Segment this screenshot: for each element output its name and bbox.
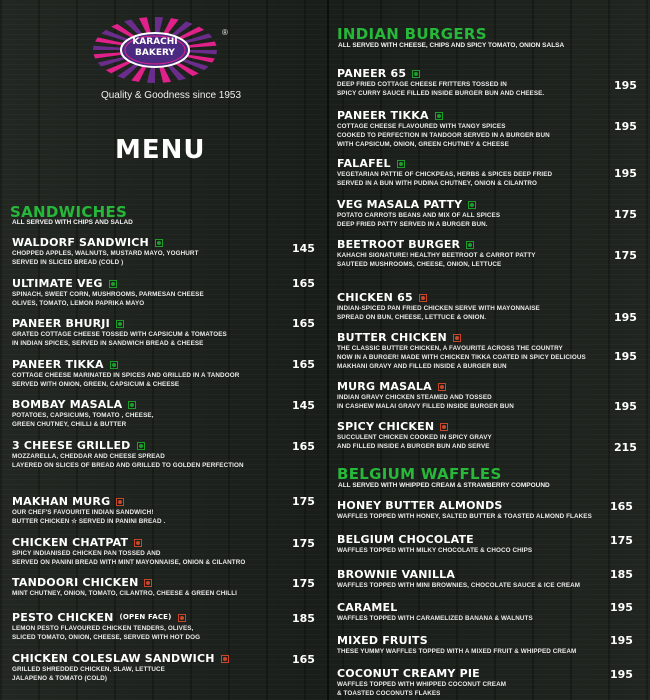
item-description: SERVED ON PANINI BREAD WITH MINT MAYONNAISE, ONION & CILANTRO — [12, 559, 246, 566]
item-name — [337, 109, 550, 122]
item-description: WAFFLES TOPPED WITH MILKY CHOCOLATE & CHOCO CHIPS — [337, 547, 533, 554]
sandwiches-item — [12, 277, 204, 308]
item-title: VEG MASALA PATTY — [337, 198, 463, 211]
item-name — [12, 439, 244, 452]
sandwiches-item — [12, 317, 227, 348]
item-description: CHOPPED APPLES, WALNUTS, MUSTARD MAYO, YOGHURT — [12, 250, 199, 257]
veg-icon — [155, 239, 163, 247]
item-price: 195 — [614, 120, 637, 133]
item-description: SPICY INDIANISED CHICKEN PAN TOSSED AND — [12, 550, 161, 557]
item-name — [337, 198, 500, 211]
logo-text-top: KARACHI — [132, 37, 178, 47]
item-description: IN INDIAN SPICES, SERVED IN SANDWICH BREAD & CHEESE — [12, 340, 204, 347]
item-title: PANEER TIKKA — [337, 109, 429, 122]
item-title: PANEER BHURJI — [12, 317, 110, 330]
sandwiches-item — [12, 536, 245, 567]
item-description: NOW IN A BURGER! MADE WITH CHICKEN TIKKA COATED IN SPICY DELICIOUS — [337, 354, 586, 361]
nonveg-icon — [221, 655, 229, 663]
veg-icon — [109, 280, 117, 288]
sandwiches-item — [12, 652, 229, 683]
sandwiches-item — [12, 236, 199, 267]
sandwiches-item — [12, 439, 244, 470]
logo-text-bottom: BAKERY — [135, 48, 175, 58]
item-price: 175 — [292, 577, 315, 590]
item-price: 195 — [610, 634, 633, 647]
item-description: POTATO CARROTS BEANS AND MIX OF ALL SPICES — [337, 212, 501, 219]
waffles-item — [337, 601, 533, 623]
item-title: MIXED FRUITS — [337, 634, 428, 647]
item-name — [12, 652, 229, 665]
item-description: AND FILLED INSIDE A BURGER BUN AND SERVE — [337, 443, 490, 450]
waffles-item — [337, 667, 506, 698]
burgers-item — [337, 67, 544, 98]
item-title: CARAMEL — [337, 601, 398, 614]
item-name — [337, 380, 514, 393]
item-description: GRILLED SHREDDED CHICKEN, SLAW, LETTUCE — [12, 666, 165, 673]
burgers-item — [337, 380, 514, 411]
item-description: GRATED COTTAGE CHEESE TOSSED WITH CAPSICUM & TOMATOES — [12, 331, 227, 338]
waffles-item — [337, 499, 592, 521]
item-price: 165 — [292, 277, 315, 290]
item-title: CHICKEN CHATPAT — [12, 536, 129, 549]
item-name — [337, 331, 586, 344]
waffles-item — [337, 533, 532, 555]
veg-icon — [468, 201, 476, 209]
item-description: DEEP FRIED PATTY SERVED IN A BURGER BUN. — [337, 221, 488, 228]
nonveg-icon — [440, 423, 448, 431]
item-description: WITH CAPSICUM, ONION, GREEN CHUTNEY & CHEESE — [337, 141, 509, 148]
veg-icon — [110, 361, 118, 369]
sandwiches-item — [12, 398, 154, 429]
item-description: SAUTEED MUSHROOMS, CHEESE, ONION, LETTUCE — [337, 261, 502, 268]
waffles-item — [337, 568, 580, 590]
item-title: BROWNIE VANILLA — [337, 568, 456, 581]
item-description: VEGETARIAN PATTIE OF CHICKPEAS, HERBS & SPICES DEEP FRIED — [337, 171, 553, 178]
item-name — [337, 499, 592, 512]
item-description: WAFFLES TOPPED WITH CARAMELIZED BANANA & WALNUTS — [337, 615, 533, 622]
item-name — [12, 536, 245, 549]
item-description: SERVED WITH ONION, GREEN, CAPSICUM & CHEESE — [12, 381, 180, 388]
item-description: IN CASHEW MALAI GRAVY FILLED INSIDE BURGER BUN — [337, 403, 514, 410]
item-name — [337, 634, 576, 647]
item-name — [337, 157, 552, 170]
veg-icon — [137, 442, 145, 450]
item-note: (OPEN FACE) — [119, 613, 172, 621]
column-divider — [327, 0, 329, 700]
menu-title: MENU — [115, 135, 206, 165]
item-name — [12, 611, 200, 624]
item-price: 195 — [614, 350, 637, 363]
item-price: 185 — [292, 612, 315, 625]
nonveg-icon — [178, 614, 186, 622]
item-description: MAKHANI GRAVY AND FILLED INSIDE A BURGER BUN — [337, 363, 507, 370]
item-price: 165 — [292, 440, 315, 453]
item-name — [12, 398, 154, 411]
item-price: 175 — [614, 249, 637, 262]
item-description: BUTTER CHICKEN ☆ SERVED IN PANINI BREAD . — [12, 518, 166, 525]
item-description: COTTAGE CHEESE MARINATED IN SPICES AND GRILLED IN A TANDOOR — [12, 372, 240, 379]
burgers-item — [337, 420, 492, 451]
item-description: GREEN CHUTNEY, CHILLI & BUTTER — [12, 421, 127, 428]
waffles-title: BELGIUM WAFFLES — [337, 465, 502, 483]
item-title: ULTIMATE VEG — [12, 277, 103, 290]
item-description: DEEP FRIED COTTAGE CHEESE FRITTERS TOSSED IN — [337, 81, 507, 88]
karachi-bakery-logo — [90, 15, 220, 85]
item-name — [337, 420, 492, 433]
veg-icon — [397, 160, 405, 168]
item-description: WAFFLES TOPPED WITH MINI BROWNIES, CHOCOLATE SAUCE & ICE CREAM — [337, 582, 581, 589]
item-title: PANEER TIKKA — [12, 358, 104, 371]
burgers-title: INDIAN BURGERS — [337, 25, 487, 43]
item-name — [12, 277, 204, 290]
item-description: SERVED IN A BUN WITH PUDINA CHUTNEY, ONION & CILANTRO — [337, 180, 538, 187]
nonveg-icon — [144, 579, 152, 587]
item-description: SPICY CURRY SAUCE FILLED INSIDE BURGER BUN AND CHEESE. — [337, 90, 545, 97]
item-title: TANDOORI CHICKEN — [12, 576, 139, 589]
item-name — [12, 495, 165, 508]
waffles-item — [337, 634, 576, 656]
item-title: COCONUT CREAMY PIE — [337, 667, 480, 680]
item-title: CHICKEN 65 — [337, 291, 413, 304]
veg-icon — [128, 401, 136, 409]
item-name — [337, 291, 540, 304]
burgers-item — [337, 198, 500, 229]
item-price: 145 — [292, 242, 315, 255]
item-description: THESE YUMMY WAFFLES TOPPED WITH A MIXED FRUIT & WHIPPED CREAM — [337, 648, 577, 655]
item-price: 175 — [610, 534, 633, 547]
item-description: SPINACH, SWEET CORN, MUSHROOMS, PARMESAN CHEESE — [12, 291, 204, 298]
veg-icon — [466, 241, 474, 249]
item-description: INDIAN-SPICED PAN FRIED CHICKEN SERVE WITH MAYONNAISE — [337, 305, 540, 312]
item-description: OLIVES, TOMATO, LEMON PAPRIKA MAYO — [12, 300, 145, 307]
item-name — [337, 568, 580, 581]
item-description: SPREAD ON BUN, CHEESE, LETTUCE & ONION. — [337, 314, 487, 321]
item-price: 145 — [292, 399, 315, 412]
item-name — [12, 576, 237, 589]
veg-icon — [412, 70, 420, 78]
item-price: 195 — [614, 400, 637, 413]
item-price: 185 — [610, 568, 633, 581]
item-title: BELGIUM CHOCOLATE — [337, 533, 474, 546]
item-description: SERVED IN SLICED BREAD (COLD ) — [12, 259, 124, 266]
item-name — [337, 238, 536, 251]
item-title: 3 CHEESE GRILLED — [12, 439, 131, 452]
burgers-item — [337, 291, 540, 322]
sandwiches-item — [12, 611, 200, 642]
sandwiches-subtitle: ALL SERVED WITH CHIPS AND SALAD — [12, 219, 133, 226]
sandwiches-item — [12, 358, 239, 389]
item-title: PANEER 65 — [337, 67, 407, 80]
veg-icon — [435, 112, 443, 120]
item-price: 215 — [614, 441, 637, 454]
item-title: CHICKEN COLESLAW SANDWICH — [12, 652, 215, 665]
item-price: 195 — [614, 79, 637, 92]
item-description: WAFFLES TOPPED WITH WHIPPED COCONUT CREAM — [337, 681, 507, 688]
item-description: OUR CHEF'S FAVOURITE INDIAN SANDWICH! — [12, 509, 154, 516]
sandwiches-title: SANDWICHES — [10, 203, 128, 221]
item-name — [337, 67, 544, 80]
item-name — [337, 667, 506, 680]
item-price: 195 — [610, 601, 633, 614]
item-title: BOMBAY MASALA — [12, 398, 123, 411]
item-price: 195 — [610, 668, 633, 681]
sandwiches-item — [12, 576, 237, 598]
item-description: LEMON PESTO FLAVOURED CHICKEN TENDERS, OLIVES, — [12, 625, 194, 632]
item-description: MOZZARELLA, CHEDDAR AND CHEESE SPREAD — [12, 453, 165, 460]
item-price: 175 — [292, 495, 315, 508]
item-description: COTTAGE CHEESE FLAVOURED WITH TANGY SPICES — [337, 123, 506, 130]
item-price: 175 — [614, 208, 637, 221]
item-price: 195 — [614, 311, 637, 324]
item-title: BUTTER CHICKEN — [337, 331, 447, 344]
item-title: HONEY BUTTER ALMONDS — [337, 499, 503, 512]
registered-mark: ® — [222, 28, 228, 37]
item-price: 165 — [292, 653, 315, 666]
item-name — [12, 317, 227, 330]
item-description: JALAPENO & TOMATO (COLD) — [12, 675, 108, 682]
item-title: FALAFEL — [337, 157, 391, 170]
item-description: SLICED TOMATO, ONION, CHEESE, SERVED WITH HOT DOG — [12, 634, 201, 641]
waffles-subtitle: ALL SERVED WITH WHIPPED CREAM & STRAWBERRY COMPOUND — [338, 482, 550, 489]
burgers-item — [337, 157, 552, 188]
nonveg-icon — [419, 294, 427, 302]
item-title: WALDORF SANDWICH — [12, 236, 149, 249]
nonveg-icon — [116, 498, 124, 506]
sandwiches-item — [12, 495, 165, 526]
item-price: 165 — [292, 317, 315, 330]
item-description: THE CLASSIC BUTTER CHICKEN, A FAVOURITE ACROSS THE COUNTRY — [337, 345, 563, 352]
veg-icon — [116, 320, 124, 328]
item-description: COOKED TO PERFECTION IN TANDOOR SERVED IN A BURGER BUN — [337, 132, 550, 139]
nonveg-icon — [453, 334, 461, 342]
item-name — [337, 533, 532, 546]
item-title: PESTO CHICKEN — [12, 611, 114, 624]
item-description: MINT CHUTNEY, ONION, TOMATO, CILANTRO, CHEESE & GREEN CHILLI — [12, 590, 237, 597]
item-description: INDIAN GRAVY CHICKEN STEAMED AND TOSSED — [337, 394, 492, 401]
item-description: LAYERED ON SLICES OF BREAD AND GRILLED TO GOLDEN PERFECTION — [12, 462, 244, 469]
item-description: & TOASTED COCONUTS FLAKES — [337, 690, 441, 697]
item-description: SUCCULENT CHICKEN COOKED IN SPICY GRAVY — [337, 434, 492, 441]
item-name — [337, 601, 533, 614]
item-price: 165 — [610, 500, 633, 513]
item-title: MAKHAN MURG — [12, 495, 111, 508]
nonveg-icon — [438, 383, 446, 391]
item-title: SPICY CHICKEN — [337, 420, 435, 433]
item-description: WAFFLES TOPPED WITH HONEY, SALTED BUTTER & TOASTED ALMOND FLAKES — [337, 513, 592, 520]
item-title: BEETROOT BURGER — [337, 238, 461, 251]
burgers-item — [337, 109, 550, 149]
burgers-item — [337, 331, 586, 371]
item-price: 195 — [614, 167, 637, 180]
tagline: Quality & Goodness since 1953 — [100, 90, 242, 101]
item-description: POTATOES, CAPSICUMS, TOMATO , CHEESE, — [12, 412, 154, 419]
item-title: MURG MASALA — [337, 380, 432, 393]
nonveg-icon — [134, 539, 142, 547]
item-description: KAHACHI SIGNATURE! HEALTHY BEETROOT & CARROT PATTY — [337, 252, 536, 259]
item-price: 175 — [292, 537, 315, 550]
burgers-item — [337, 238, 536, 269]
item-price: 165 — [292, 358, 315, 371]
item-name — [12, 358, 239, 371]
burgers-subtitle: ALL SERVED WITH CHEESE, CHIPS AND SPICY TOMATO, ONION SALSA — [338, 42, 565, 49]
item-name — [12, 236, 199, 249]
